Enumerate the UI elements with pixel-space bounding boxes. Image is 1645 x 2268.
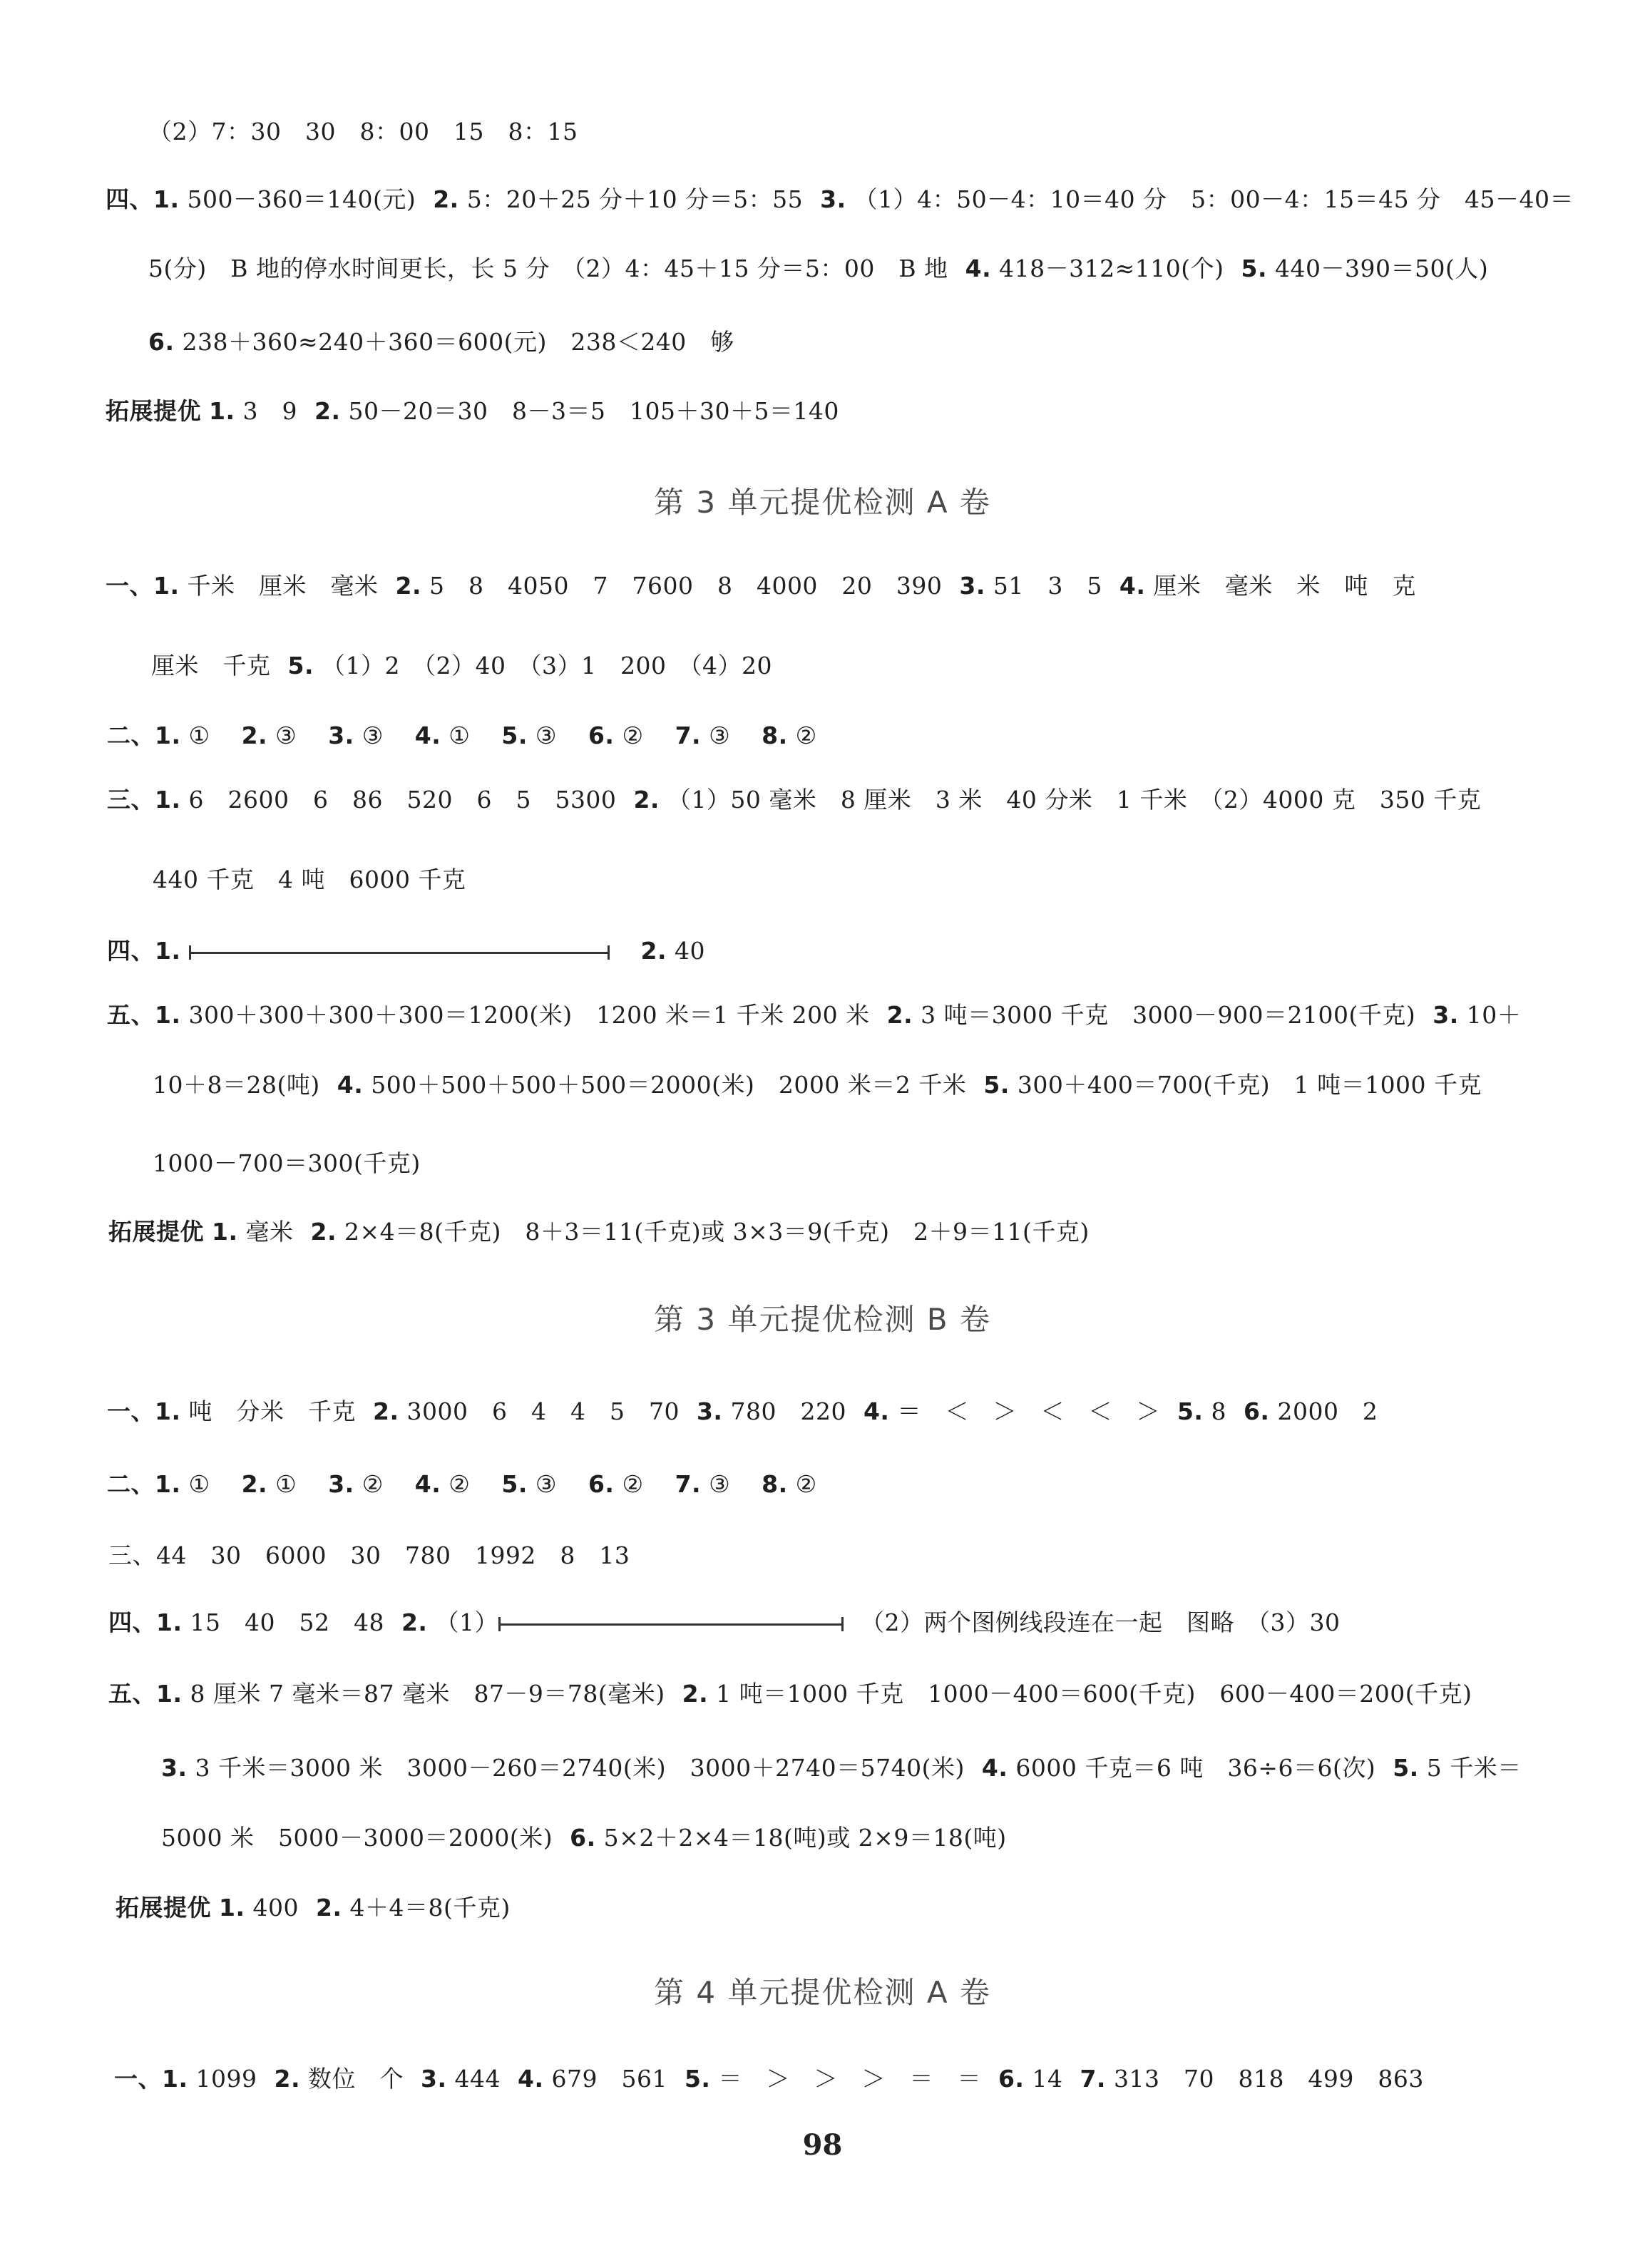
item-label: 2.: [241, 722, 268, 749]
answer-text: ③: [535, 722, 557, 749]
item-label: 2.: [640, 937, 667, 965]
answer-text: ③: [535, 1470, 557, 1498]
text-line: [107, 1000, 1521, 1031]
item-label: 3.: [328, 722, 354, 749]
answer-text: ①: [449, 722, 471, 749]
item-label: 一、1.: [107, 1397, 181, 1425]
text-line: [108, 1678, 1472, 1710]
answer-text: ②: [622, 722, 644, 749]
item-label: 5.: [287, 652, 314, 679]
answer-text: 2000 2: [1277, 1397, 1378, 1425]
text-line: [161, 1822, 1007, 1854]
answer-text: 400: [252, 1894, 299, 1921]
item-label: 4.: [981, 1754, 1008, 1782]
item-label: 4.: [337, 1071, 364, 1099]
section-title: 第 4 单元提优检测 A 卷: [654, 1975, 991, 2010]
item-label: 一、1.: [106, 572, 180, 600]
answer-text: （1）: [435, 1608, 498, 1636]
answer-text: ①: [188, 722, 210, 749]
answer-text: 千米 厘米 毫米: [187, 572, 379, 600]
item-label: 4.: [863, 1397, 890, 1425]
answer-text: 440－390＝50(人): [1275, 255, 1489, 282]
answer-text: 238＋360≈240＋360＝600(元) 238＜240 够: [182, 328, 734, 356]
answer-text: 51 3 5: [993, 572, 1102, 600]
answer-text: ②: [362, 1470, 384, 1498]
answer-text: 吨 分米 千克: [188, 1397, 356, 1425]
item-label: 3.: [959, 572, 985, 600]
text-line: [107, 784, 1481, 816]
item-label: 1.: [209, 397, 235, 425]
item-label: 2.: [682, 1680, 709, 1708]
answer-text: ①: [188, 1470, 210, 1498]
answer-text: 500＋500＋500＋500＝2000(米) 2000 米＝2 千米: [371, 1071, 967, 1099]
text-line: [153, 864, 466, 896]
item-label: 4.: [1119, 572, 1146, 600]
answer-text: 780 220: [730, 1397, 846, 1425]
item-label: 8.: [762, 722, 788, 749]
item-label: 2.: [395, 572, 421, 600]
answer-text: 418－312≈110(个): [999, 255, 1224, 282]
answer-text: ②: [449, 1470, 471, 1498]
answer-text: 440 千克 4 吨 6000 千克: [153, 866, 466, 893]
item-label: 6.: [588, 1470, 615, 1498]
item-label: 5.: [684, 2065, 711, 2093]
text-line: [114, 2063, 1424, 2095]
answer-text: （2）7：30 30 8：00 15 8：15: [148, 118, 578, 145]
item-label: 3.: [820, 185, 846, 213]
text-line: [106, 184, 1574, 215]
item-label: 7.: [675, 722, 702, 749]
item-label: 3.: [161, 1754, 188, 1782]
text-line: [107, 1469, 817, 1500]
answer-text: 3 吨＝3000 千克 3000－900＝2100(千克): [921, 1001, 1416, 1029]
item-label: 4.: [414, 1470, 441, 1498]
answer-text: 1 吨＝1000 千克 1000－400＝600(千克) 600－400＝200(千克): [716, 1680, 1472, 1708]
item-label: 2.: [314, 397, 341, 425]
answer-text: 3 9: [242, 397, 297, 425]
answer-text: 6000 千克＝6 吨 36÷6＝6(次): [1015, 1754, 1376, 1782]
item-label: 3.: [696, 1397, 723, 1425]
item-label: 2.: [433, 185, 459, 213]
answer-text: （1）2 （2）40 （3）1 200 （4）20: [322, 652, 772, 679]
answer-text: 444: [454, 2065, 501, 2093]
answer-text: ②: [622, 1470, 644, 1498]
answer-text: 8 厘米 7 毫米＝87 毫米 87－9＝78(毫米): [190, 1680, 665, 1708]
answer-text: 10＋: [1466, 1001, 1522, 1029]
text-line: [107, 935, 705, 967]
item-label: 4.: [965, 255, 992, 282]
answer-text: 10＋8＝28(吨): [153, 1071, 320, 1099]
item-label: 1.: [212, 1218, 238, 1246]
answer-text: ＝ ＜ ＞ ＜ ＜ ＞: [897, 1397, 1160, 1425]
answer-text: 500－360＝140(元): [187, 185, 416, 213]
text-line: [116, 1892, 511, 1924]
section-label: 拓展提优: [108, 1218, 204, 1246]
line-segment-answer: [498, 1617, 844, 1631]
answer-text: 300＋300＋300＋300＝1200(米) 1200 米＝1 千米 200 米: [188, 1001, 870, 1029]
answer-text: 5×2＋2×4＝18(吨)或 2×9＝18(吨): [603, 1824, 1007, 1852]
item-label: 4.: [517, 2065, 544, 2093]
item-label: 五、1.: [108, 1680, 183, 1708]
text-line: [106, 570, 1416, 602]
text-line: [107, 1396, 1378, 1427]
item-label: 四、1.: [106, 185, 180, 213]
item-label: 三、1.: [107, 786, 181, 814]
item-label: 5.: [501, 722, 528, 749]
answer-text: 厘米 毫米 米 吨 克: [1153, 572, 1416, 600]
item-label: 3.: [420, 2065, 447, 2093]
answer-text: 4＋4＝8(千克): [349, 1894, 511, 1921]
item-label: 6.: [148, 328, 175, 356]
text-line: [153, 1069, 1482, 1101]
item-label: 二、1.: [107, 1470, 181, 1498]
answer-text: ＝ ＞ ＞ ＞ ＝ ＝: [718, 2065, 981, 2093]
answer-text: 15 40 52 48: [190, 1608, 384, 1636]
item-label: 四、1.: [107, 937, 181, 965]
item-label: 2.: [274, 2065, 300, 2093]
answer-text: 三、44 30 6000 30 780 1992 8 13: [108, 1541, 630, 1569]
answer-text: ③: [362, 722, 384, 749]
answer-text: ②: [795, 722, 817, 749]
answer-text: ③: [709, 722, 731, 749]
section-title: 第 3 单元提优检测 B 卷: [654, 1302, 991, 1337]
item-label: 5.: [501, 1470, 528, 1498]
item-label: 二、1.: [107, 722, 181, 749]
text-line: [106, 396, 839, 427]
line-segment-answer: [189, 945, 610, 960]
item-label: 5.: [983, 1071, 1010, 1099]
item-label: 2.: [633, 786, 660, 814]
answer-text: 40: [675, 937, 705, 965]
text-line: [148, 253, 1488, 284]
answer-text: 3000 6 4 4 5 70: [406, 1397, 680, 1425]
answer-text: （1）50 毫米 8 厘米 3 米 40 分米 1 千米 （2）4000 克 350 千克: [667, 786, 1482, 814]
section-label: 拓展提优: [116, 1894, 211, 1921]
answer-text: 厘米 千克: [151, 652, 271, 679]
answer-text: ①: [275, 1470, 297, 1498]
answer-text: 5(分) B 地的停水时间更长，长 5 分 （2）4：45＋15 分＝5：00 B 地: [148, 255, 948, 282]
text-line: [153, 1148, 421, 1179]
item-label: 3.: [328, 1470, 354, 1498]
section-label: 拓展提优: [106, 397, 201, 425]
item-label: 6.: [1243, 1397, 1270, 1425]
item-label: 2.: [316, 1894, 342, 1921]
answer-text: 毫米: [245, 1218, 294, 1246]
item-label: 五、1.: [107, 1001, 181, 1029]
item-label: 6.: [588, 722, 615, 749]
item-label: 7.: [675, 1470, 702, 1498]
item-label: 8.: [762, 1470, 788, 1498]
answer-text: 5 千米＝: [1426, 1754, 1522, 1782]
section-title: 第 3 单元提优检测 A 卷: [654, 485, 991, 520]
text-line: [161, 1753, 1522, 1784]
item-label: 5.: [1393, 1754, 1419, 1782]
answer-text: 6 2600 6 86 520 6 5 5300: [188, 786, 617, 814]
text-line: [107, 720, 817, 751]
item-label: 2.: [373, 1397, 399, 1425]
answer-text: 5000 米 5000－3000＝2000(米): [161, 1824, 553, 1852]
text-line: [108, 1607, 1340, 1638]
answer-text: ③: [275, 722, 297, 749]
item-label: 2.: [886, 1001, 913, 1029]
answer-text: 数位 个: [307, 2065, 404, 2093]
text-line: [108, 1540, 630, 1571]
item-label: 2.: [241, 1470, 268, 1498]
item-label: 2.: [310, 1218, 337, 1246]
answer-text: 8: [1211, 1397, 1226, 1425]
answer-text: ②: [795, 1470, 817, 1498]
item-label: 6.: [570, 1824, 596, 1852]
item-label: 1.: [219, 1894, 245, 1921]
item-label: 2.: [401, 1608, 428, 1636]
answer-text: 2×4＝8(千克) 8＋3＝11(千克)或 3×3＝9(千克) 2＋9＝11(千克): [344, 1218, 1090, 1246]
item-label: 5.: [1177, 1397, 1204, 1425]
answer-text: ③: [709, 1470, 731, 1498]
page-number: 98: [802, 2128, 843, 2162]
item-label: 3.: [1433, 1001, 1459, 1029]
item-label: 四、1.: [108, 1608, 183, 1636]
answer-text: 5 8 4050 7 7600 8 4000 20 390: [429, 572, 943, 600]
text-line: [151, 650, 772, 682]
answer-text: 1099: [195, 2065, 257, 2093]
answer-text: 14: [1032, 2065, 1063, 2093]
text-line: [148, 116, 578, 148]
answer-text: 679 561: [551, 2065, 667, 2093]
answer-text: 5：20＋25 分＋10 分＝5：55: [466, 185, 804, 213]
answer-text: （1）4：50－4：10＝40 分 5：00－4：15＝45 分 45－40＝: [854, 185, 1574, 213]
answer-text: 3 千米＝3000 米 3000－260＝2740(米) 3000＋2740＝5740(米): [195, 1754, 965, 1782]
text-line: [148, 327, 734, 358]
answer-text: 50－20＝30 8－3＝5 105＋30＋5＝140: [348, 397, 839, 425]
answer-text: 300＋400＝700(千克) 1 吨＝1000 千克: [1017, 1071, 1482, 1099]
item-label: 6.: [998, 2065, 1025, 2093]
answer-text: 1000－700＝300(千克): [153, 1149, 421, 1177]
answer-text: 313 70 818 499 863: [1113, 2065, 1424, 2093]
item-label: 一、1.: [114, 2065, 188, 2093]
item-label: 7.: [1080, 2065, 1106, 2093]
item-label: 5.: [1241, 255, 1268, 282]
answer-text: （2）两个图例线段连在一起 图略 （3）30: [860, 1608, 1341, 1636]
text-line: [108, 1216, 1090, 1248]
item-label: 4.: [414, 722, 441, 749]
